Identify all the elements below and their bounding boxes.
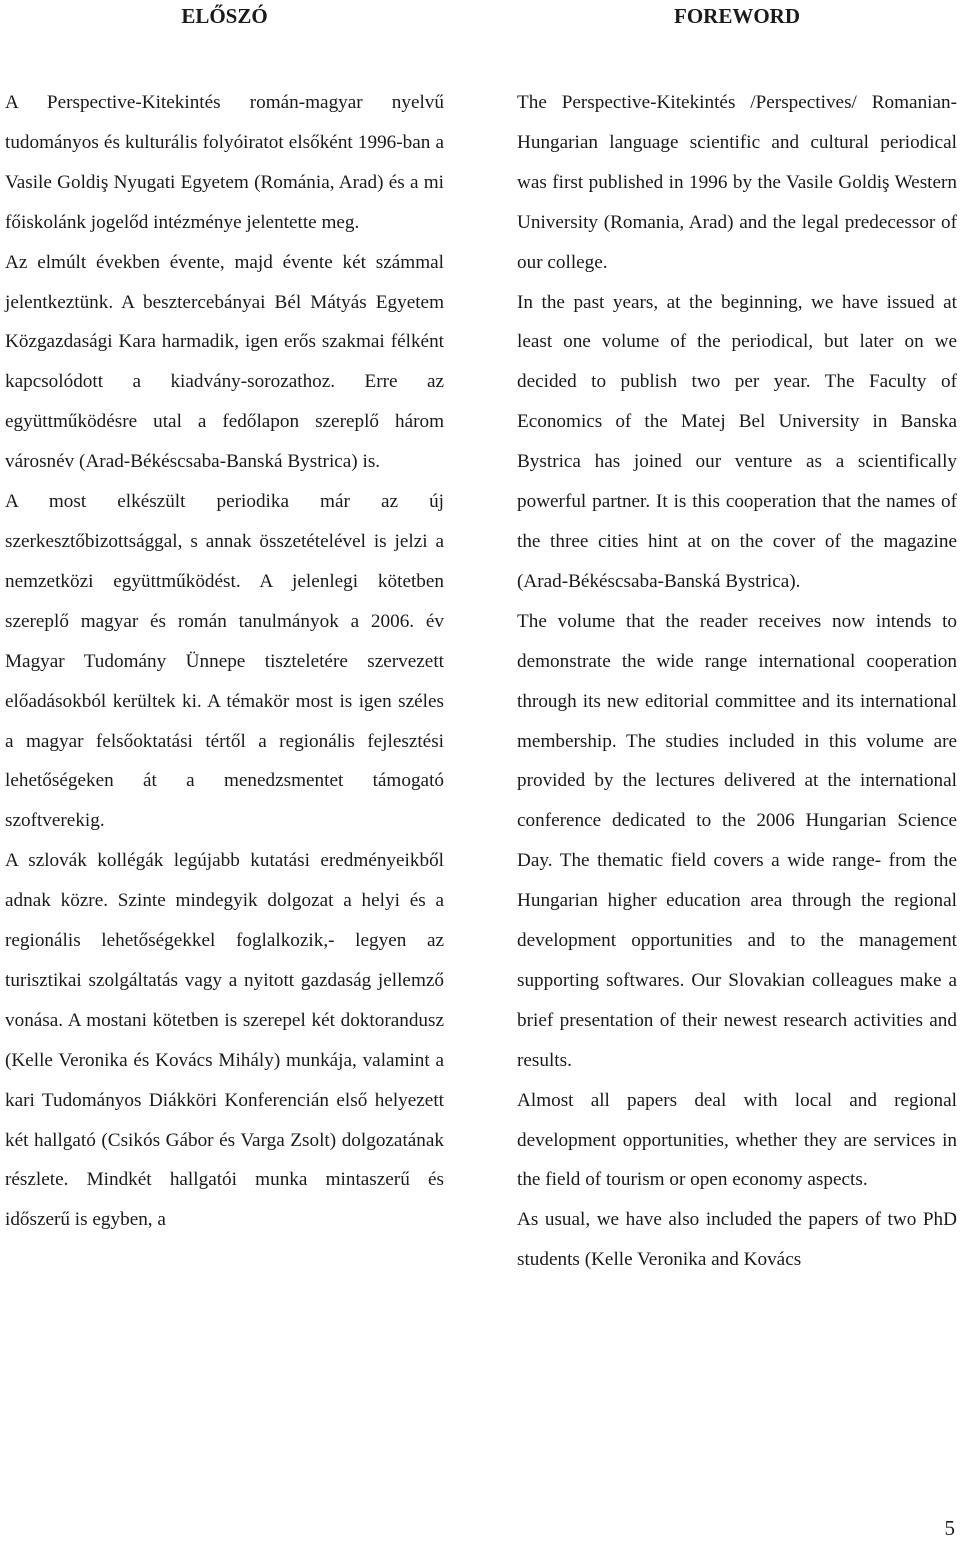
english-paragraph-2: In the past years, at the beginning, we have issued at least one volume of the periodical, but later on we decided to publish two per year. The Faculty of Economics of the Matej Bel University in Banska Bystrica has joined our venture as a scientifically powerful partner. It is this cooperation that the names of the three cities hint at on the cover of the magazine (Arad-Békéscsaba-Banská Bystrica). [517,291,957,592]
hungarian-heading: ELŐSZÓ [181,4,268,28]
english-paragraph-5: As usual, we have also included the papers of two PhD students (Kelle Veronika and Kovács [517,1209,957,1271]
page-number: 5 [944,1516,955,1540]
hungarian-paragraph-4: A szlovák kollégák legújabb kutatási eredményeikből adnak közre. Szinte mindegyik dolgozat a helyi és a regionális lehetőségekkel foglalkozik,- legyen az turisztikai szolgáltatás vagy a nyitott gazdaság jellemző vonása. A mostani kötetben is szerepel két doktorandusz (Kelle Veronika és Kovács Mihály) munkája, valamint a kari Tudományos Diákköri Konferencián első helyezett két hallgató (Csikós Gábor és Varga Zsolt) dolgozatának részlete. Mindkét hallgatói munka mintaszerű és időszerű is egyben, a [5,850,444,1231]
hungarian-body [5,83,444,1240]
hungarian-paragraph-1: A Perspective-Kitekintés román-magyar nyelvű tudományos és kulturális folyóiratot elsőként 1996-ban a Vasile Goldiş Nyugati Egyetem (Románia, Arad) és a mi főiskolánk jogelőd intézménye jelentette meg. [5,92,444,233]
hungarian-column [5,0,444,1240]
english-column [517,0,957,1280]
english-paragraph-1: The Perspective-Kitekintés /Perspectives/ Romanian-Hungarian language scientific and cultural periodical was first published in 1996 by the Vasile Goldiş Western University (Romania, Arad) and the legal predecessor of our college. [517,92,957,273]
hungarian-paragraph-2: Az elmúlt években évente, majd évente két számmal jelentkeztünk. A besztercebányai Bél Mátyás Egyetem Közgazdasági Kara harmadik, igen erős szakmai félként kapcsolódott a kiadvány-sorozathoz. Erre az együttműködésre utal a fedőlapon szereplő három városnév (Arad-Békéscsaba-Banská Bystrica) is. [5,251,444,473]
english-heading: FOREWORD [674,4,800,28]
english-paragraph-4: Almost all papers deal with local and regional development opportunities, whether they are services in the field of tourism or open economy aspects. [517,1089,957,1191]
hungarian-paragraph-3: A most elkészült periodika már az új szerkesztőbizottsággal, s annak összetételével is jelzi a nemzetközi együttműködést. A jelenlegi kötetben szereplő magyar és román tanulmányok a 2006. év Magyar Tudomány Ünnepe tiszteletére szervezett előadásokból kerültek ki. A témakör most is igen széles a magyar felsőoktatási tértől a regionális fejlesztési lehetőségeken át a menedzsmentet támogató szoftverekig. [5,491,444,832]
english-paragraph-3: The volume that the reader receives now intends to demonstrate the wide range international cooperation through its new editorial committee and its international membership. The studies included in this volume are provided by the lectures delivered at the international conference dedicated to the 2006 Hungarian Science Day. The thematic field covers a wide range- from the Hungarian higher education area through the regional development opportunities and to the management supporting softwares. Our Slovakian colleagues make a brief presentation of their newest research activities and results. [517,610,957,1071]
english-body [517,83,957,1280]
